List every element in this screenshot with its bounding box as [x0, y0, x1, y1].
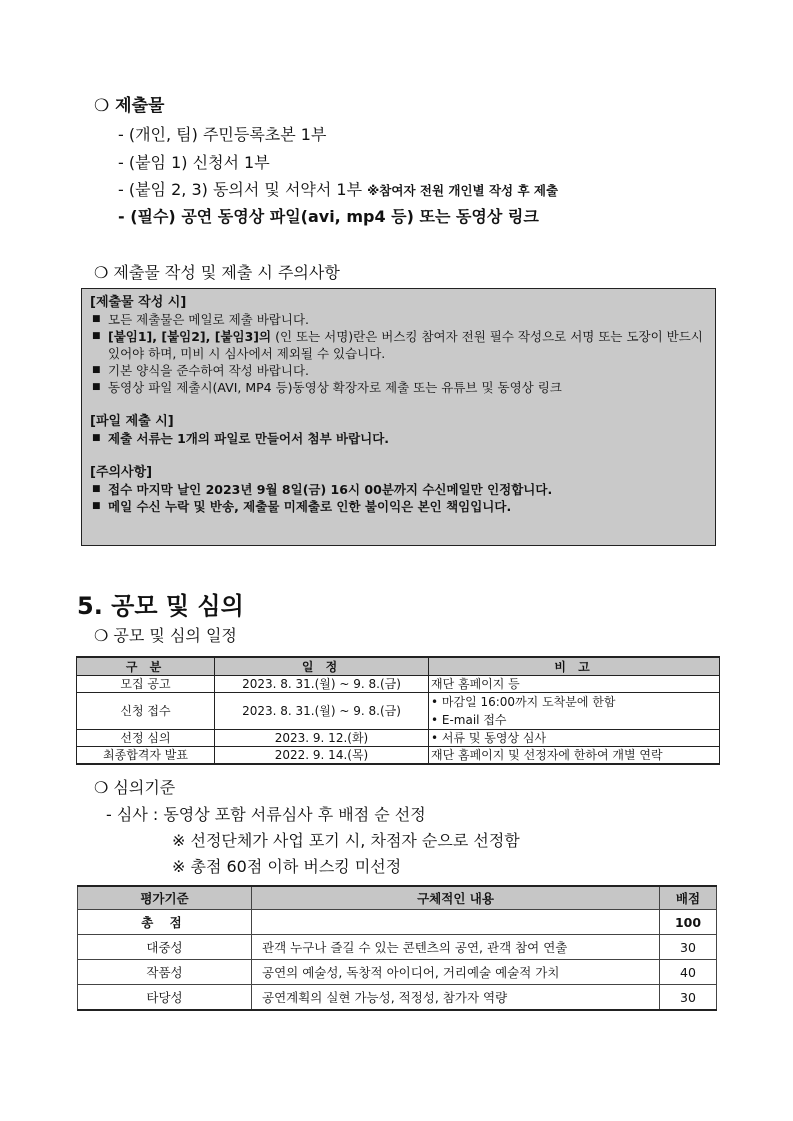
schedule-header-date: 일 정 [215, 657, 429, 676]
criteria-title: ❍ 심의기준 [94, 778, 176, 797]
schedule-note: • 서류 및 동영상 심사 [429, 730, 720, 747]
criteria-header-detail: 구체적인 내용 [252, 886, 660, 910]
schedule-note: 재단 홈페이지 및 선정자에 한하여 개별 연락 [429, 747, 720, 765]
schedule-date: 2023. 8. 31.(월) ~ 9. 8.(금) [215, 693, 429, 730]
schedule-table [76, 656, 720, 765]
criteria-detail: 공연계획의 실현 가능성, 적정성, 참가자 역량 [252, 985, 660, 1011]
schedule-note [429, 693, 720, 730]
submission-item-3 [118, 180, 558, 201]
schedule-header-note: 비 고 [429, 657, 720, 676]
table-row [77, 693, 720, 730]
table-row [77, 730, 720, 747]
submission-item-2: - (붙임 1) 신청서 1부 [118, 153, 270, 172]
schedule-header-category: 구 분 [77, 657, 215, 676]
schedule-title: ❍ 공모 및 심의 일정 [94, 626, 237, 645]
criteria-score: 30 [660, 935, 717, 960]
schedule-note-line-2: • E-mail 접수 [431, 713, 507, 727]
schedule-note-line-1: • 마감일 16:00까지 도착분에 한함 [431, 695, 616, 709]
criteria-line-3: ※ 총점 60점 이하 버스킹 미선정 [172, 857, 402, 876]
submission-item-3-text: - (붙임 2, 3) 동의서 및 서약서 1부 [118, 180, 363, 199]
criteria-line-2: ※ 선정단체가 사업 포기 시, 차점자 순으로 선정함 [172, 831, 520, 850]
criteria-score: 30 [660, 985, 717, 1011]
submissions-title: ❍ 제출물 [94, 96, 165, 116]
section-heading: 5. 공모 및 심의 [77, 592, 244, 620]
writing-item-1: ■ 모든 제출물은 메일로 제출 바랍니다. [90, 311, 707, 328]
criteria-name: 작품성 [78, 960, 252, 985]
criteria-detail: 관객 누구나 즐길 수 있는 콘텐츠의 공연, 관객 참여 연출 [252, 935, 660, 960]
criteria-score: 40 [660, 960, 717, 985]
notice-list [90, 481, 707, 515]
table-row [78, 985, 717, 1011]
criteria-header-name: 평가기준 [78, 886, 252, 910]
writing-item-2 [90, 328, 707, 362]
schedule-date: 2022. 9. 14.(목) [215, 747, 429, 765]
schedule-note: 재단 홈페이지 등 [429, 676, 720, 693]
criteria-name: 타당성 [78, 985, 252, 1011]
notice-header: [주의사항] [90, 465, 153, 480]
table-row [78, 935, 717, 960]
criteria-total-detail [252, 910, 660, 935]
submission-item-1: - (개인, 팀) 주민등록초본 1부 [118, 125, 327, 144]
notice-item-1: ■ 접수 마지막 날인 2023년 9월 8일(금) 16시 00분까지 수신메일만 인정합니다. [90, 481, 707, 498]
cautions-box [81, 288, 716, 546]
writing-item-2-rest: (인 또는 서명)란은 버스킹 참여자 전원 필수 작성으로 서명 또는 도장이 반드시 있어야 하며, 미비 시 심사에서 제외될 수 있습니다. [108, 329, 703, 361]
criteria-line-1: - 심사 : 동영상 포함 서류심사 후 배점 순 선정 [106, 805, 426, 824]
writing-item-2-bold: [붙임1], [붙임2], [붙임3]의 [108, 329, 272, 344]
schedule-category: 최종합격자 발표 [77, 747, 215, 765]
criteria-name: 대중성 [78, 935, 252, 960]
criteria-total-score: 100 [660, 910, 717, 935]
criteria-table [77, 885, 717, 1011]
table-row [77, 676, 720, 693]
schedule-category: 선정 심의 [77, 730, 215, 747]
table-row [78, 910, 717, 935]
table-row [77, 747, 720, 765]
file-list [90, 430, 707, 447]
file-header: [파일 제출 시] [90, 414, 174, 429]
notice-item-2: ■ 메일 수신 누락 및 반송, 제출물 미제출로 인한 불이익은 본인 책임입니다. [90, 498, 707, 515]
schedule-category: 신청 접수 [77, 693, 215, 730]
schedule-category: 모집 공고 [77, 676, 215, 693]
submission-item-4: - (필수) 공연 동영상 파일(avi, mp4 등) 또는 동영상 링크 [118, 207, 539, 226]
schedule-date: 2023. 9. 12.(화) [215, 730, 429, 747]
submission-item-3-note: ※참여자 전원 개인별 작성 후 제출 [367, 183, 559, 198]
cautions-title: ❍ 제출물 작성 및 제출 시 주의사항 [94, 263, 340, 282]
table-row [78, 960, 717, 985]
criteria-total-label: 총 점 [78, 910, 252, 935]
criteria-detail: 공연의 예술성, 독창적 아이디어, 거리예술 예술적 가치 [252, 960, 660, 985]
writing-item-3: ■ 기본 양식을 준수하여 작성 바랍니다. [90, 362, 707, 379]
schedule-date: 2023. 8. 31.(월) ~ 9. 8.(금) [215, 676, 429, 693]
writing-item-4: ■ 동영상 파일 제출시(AVI, MP4 등)동영상 확장자로 제출 또는 유튜브 및 동영상 링크 [90, 379, 707, 396]
file-item: ■ 제출 서류는 1개의 파일로 만들어서 첨부 바랍니다. [90, 430, 707, 447]
criteria-header-score: 배점 [660, 886, 717, 910]
writing-header: [제출물 작성 시] [90, 295, 187, 310]
writing-list [90, 311, 707, 396]
